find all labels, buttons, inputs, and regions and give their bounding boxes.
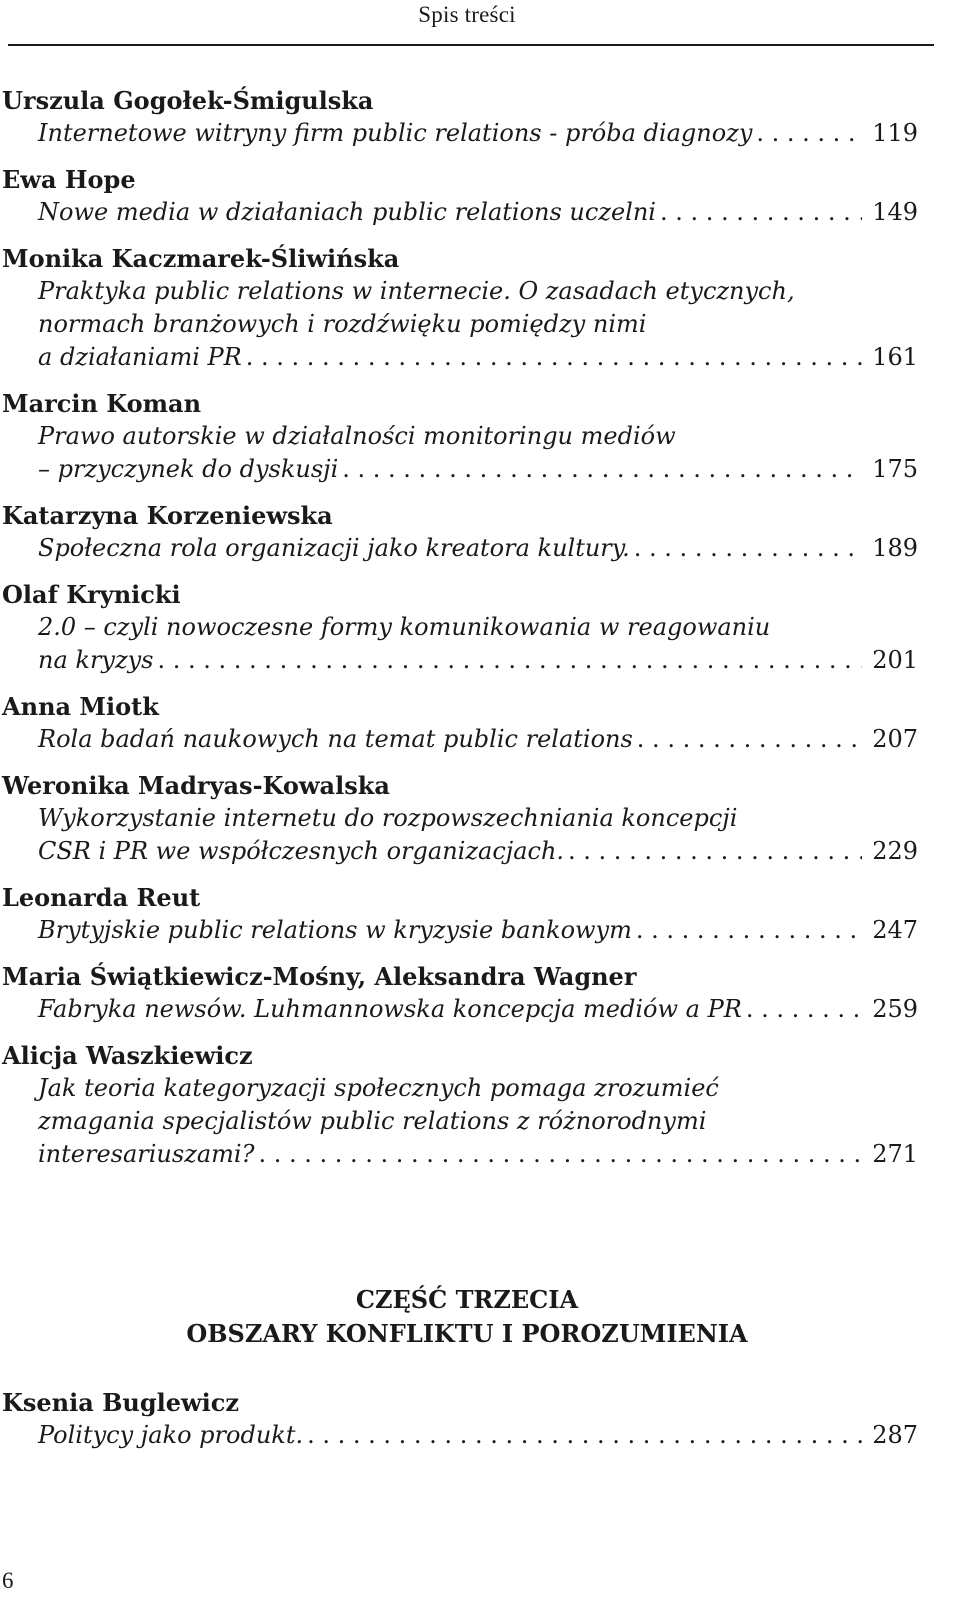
dot-leader [154,644,863,677]
entry-page-number: 271 [872,1140,918,1168]
dot-leader [742,993,862,1026]
toc-entry [0,1386,918,1452]
entry-title-text: – przyczynek do dyskusji [38,455,339,483]
entry-title-line [0,1419,918,1452]
toc-entry [0,960,918,1026]
entry-title-text: CSR i PR we współczesnych organizacjach. [38,837,565,865]
page-number: 6 [2,1568,14,1593]
dot-leader [564,835,862,868]
entry-title-line [0,453,918,486]
entry-title-line: Praktyka public relations w internecie. O zasadach etycznych, [38,277,795,305]
entry-title-line [0,341,918,374]
entry-title-line [0,993,918,1026]
entry-title-line [0,644,918,677]
entry-title-line: normach branżowych i rozdźwięku pomiędzy nimi [38,310,647,338]
dot-leader [303,1419,862,1452]
entry-page-number: 259 [872,995,918,1023]
toc-entry [0,163,918,229]
entry-title-line: zmagania specjalistów public relations z różnorodnymi [38,1107,707,1135]
entry-page-number: 201 [872,646,918,674]
toc-entry [0,578,918,677]
entry-title-line: Jak teoria kategoryzacji społecznych pomaga zrozumieć [38,1074,719,1102]
entry-author: Maria Świątkiewicz-Mośny, Aleksandra Wagner [2,962,637,991]
entry-page-number: 161 [872,343,918,371]
entry-title-line [0,117,918,150]
entry-page-number: 175 [872,455,918,483]
entry-title-text: Politycy jako produkt. [38,1421,304,1449]
entry-page-number: 287 [872,1421,918,1449]
toc-entry [0,387,918,486]
dot-leader [242,341,862,374]
entry-title-line [0,914,918,947]
running-head: Spis treści [418,2,516,27]
table-of-contents [0,84,918,1184]
entry-page-number: 119 [872,119,918,147]
entry-title-line: Prawo autorskie w działalności monitoringu mediów [38,422,676,450]
dot-leader [752,117,862,150]
entry-author: Monika Kaczmarek-Śliwińska [2,244,400,273]
entry-page-number: 149 [872,198,918,226]
entry-title-text: a działaniami PR [38,343,242,371]
dot-leader [633,723,862,756]
entry-author: Alicja Waszkiewicz [2,1041,253,1070]
dot-leader [632,914,862,947]
entry-title-text: Rola badań naukowych na temat public relations [38,725,633,753]
entry-title-line [0,1138,918,1171]
table-of-contents-part-3 [0,1386,918,1465]
entry-author: Olaf Krynicki [2,580,181,609]
part-heading [0,1283,934,1351]
toc-entry [0,769,918,868]
entry-author: Ksenia Buglewicz [2,1388,240,1417]
entry-page-number: 247 [872,916,918,944]
entry-title-text: na kryzys [38,646,154,674]
entry-title-line [0,723,918,756]
toc-entry [0,84,918,150]
entry-author: Katarzyna Korzeniewska [2,501,333,530]
toc-entry [0,690,918,756]
toc-entry [0,499,918,565]
entry-page-number: 189 [872,534,918,562]
entry-title-line: Wykorzystanie internetu do rozpowszechniania koncepcji [38,804,738,832]
entry-title-line: 2.0 – czyli nowoczesne formy komunikowania w reagowaniu [38,613,771,641]
entry-page-number: 207 [872,725,918,753]
entry-author: Leonarda Reut [2,883,201,912]
toc-entry [0,1039,918,1171]
entry-title-line [0,196,918,229]
entry-title-text: Nowe media w działaniach public relations uczelni [38,198,656,226]
entry-title-text: Brytyjskie public relations w kryzysie bankowym [38,916,632,944]
entry-author: Anna Miotk [2,692,159,721]
dot-leader [338,453,862,486]
toc-entry [0,242,918,374]
entry-title-text: Społeczna rola organizacji jako kreatora kultury. [38,534,630,562]
toc-entry [0,881,918,947]
entry-author: Marcin Koman [2,389,202,418]
entry-author: Urszula Gogołek-Śmigulska [2,86,374,115]
entry-title-line [0,532,918,565]
part-title: OBSZARY KONFLIKTU I POROZUMIENIA [186,1319,748,1348]
entry-title-text: Internetowe witryny firm public relations - próba diagnozy [38,119,753,147]
entry-title-text: Fabryka newsów. Luhmannowska koncepcja mediów a PR [38,995,742,1023]
entry-author: Weronika Madryas-Kowalska [2,771,390,800]
entry-author: Ewa Hope [2,165,136,194]
entry-title-text: interesariuszami? [38,1140,255,1168]
dot-leader [630,532,862,565]
entry-title-line [0,835,918,868]
part-number: CZĘŚĆ TRZECIA [355,1285,579,1314]
dot-leader [254,1138,862,1171]
header-rule [8,44,934,46]
entry-page-number: 229 [872,837,918,865]
dot-leader [656,196,862,229]
